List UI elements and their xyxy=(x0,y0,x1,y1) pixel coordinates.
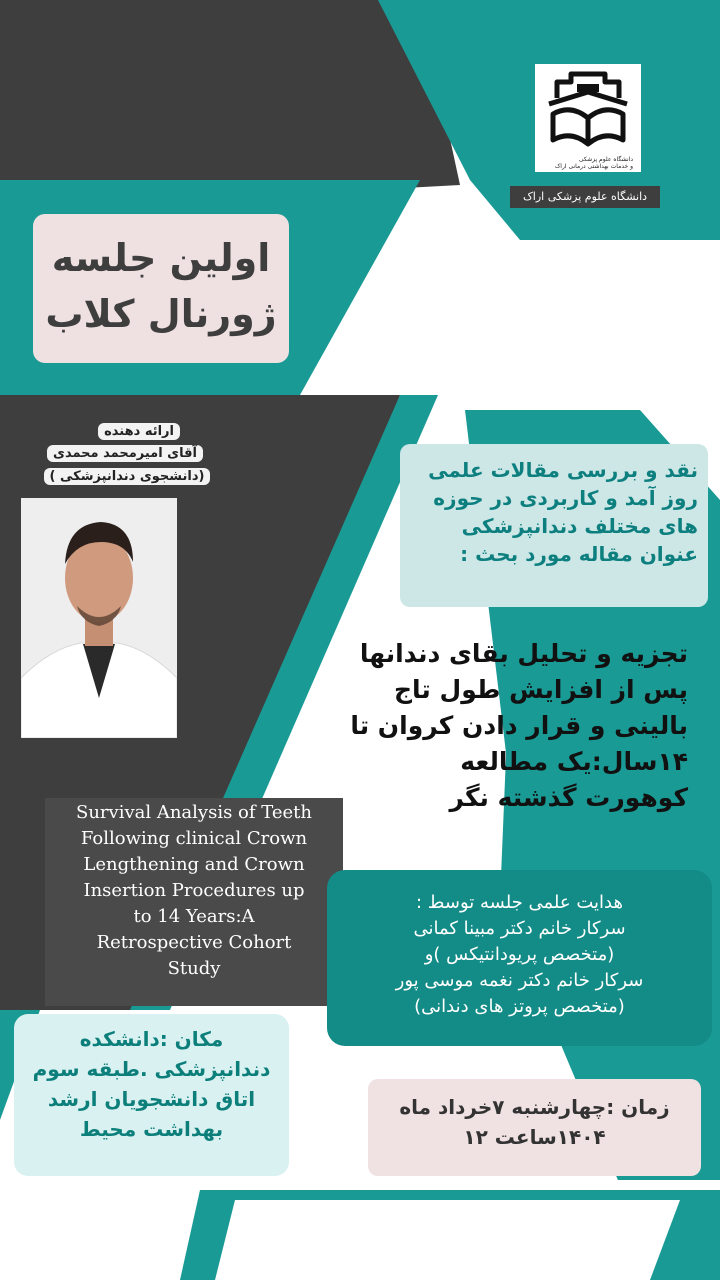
event-title-line2: ژورنال کلاب xyxy=(45,292,277,336)
topic-line: نقد و بررسی مقالات علمی xyxy=(428,458,698,482)
hosts-line: (متخصص پریودانتیکس )و xyxy=(424,944,615,965)
article-title-fa-line: کوهورت گذشته نگر xyxy=(449,783,688,812)
article-title-en-line: Study xyxy=(167,958,221,979)
topic-line: های مختلف دندانپزشکی xyxy=(461,514,698,538)
topic-line: روز آمد و کاربردی در حوزه xyxy=(433,486,698,510)
time-box xyxy=(368,1079,701,1176)
hosts-line: سرکار خانم دکتر مبینا کمانی xyxy=(413,918,626,939)
article-title-fa-line: تجزیه و تحلیل بقای دندانها xyxy=(359,639,688,668)
hosts-line: سرکار خانم دکتر نغمه موسی پور xyxy=(395,970,644,991)
presenter-portrait-icon xyxy=(21,498,177,738)
event-title xyxy=(33,214,289,363)
place-line: مکان :دانشکده xyxy=(79,1027,224,1051)
event-title-line1: اولین جلسه xyxy=(51,236,271,280)
hosts-line: (متخصص پروتز های دندانی) xyxy=(414,996,625,1017)
university-logo-icon xyxy=(535,64,641,154)
article-title-fa xyxy=(346,636,688,816)
article-title-en-line: Insertion Procedures up xyxy=(83,880,305,901)
presenter-role: (دانشجوی دندانپزشکی ) xyxy=(44,468,211,485)
place-line: دندانپزشکی .طبقه سوم xyxy=(32,1057,271,1081)
university-name: دانشگاه علوم پزشکی اراک xyxy=(510,186,660,208)
article-title-en-line: Retrospective Cohort xyxy=(96,932,292,953)
presenter-label: ارائه دهنده xyxy=(98,423,180,440)
place-line: اتاق دانشجویان ارشد xyxy=(47,1087,256,1111)
presenter-name-wrap xyxy=(40,446,210,461)
place-box xyxy=(14,1014,289,1176)
place-line: بهداشت محیط xyxy=(79,1117,224,1141)
article-title-en-line: to 14 Years:A xyxy=(133,906,255,927)
presenter-label-wrap xyxy=(100,424,180,439)
article-title-fa-line: بالینی و قرار دادن کروان تا xyxy=(350,711,688,740)
time-line2: ۱۴۰۴ساعت ۱۲ xyxy=(463,1125,606,1149)
article-title-en-line: Lengthening and Crown xyxy=(83,854,305,875)
presenter-role-wrap xyxy=(24,469,230,484)
article-title-fa-line: ۱۴سال:یک مطالعه xyxy=(460,747,688,776)
logo-caption-line2: و خدمات بهداشتی درمانی اراک xyxy=(554,163,633,170)
article-title-en-line: Following clinical Crown xyxy=(80,828,308,849)
article-title-fa-line: پس از افزایش طول تاج xyxy=(394,675,688,704)
hosts-box xyxy=(327,870,712,1046)
university-logo xyxy=(535,64,641,172)
topic-box xyxy=(400,444,708,607)
logo-caption-line1: دانشگاه علوم پزشکی xyxy=(578,156,633,163)
topic-line: عنوان مقاله مورد بحث : xyxy=(460,542,698,566)
presenter-photo xyxy=(21,498,177,738)
presenter-name: آقای امیرمحمد محمدی xyxy=(47,445,203,462)
hosts-line: هدایت علمی جلسه توسط : xyxy=(416,892,623,913)
logo-caption xyxy=(543,156,633,170)
time-line1: زمان :چهارشنبه ۷خرداد ماه xyxy=(399,1095,670,1119)
article-title-en xyxy=(45,798,343,1006)
article-title-en-line: Survival Analysis of Teeth xyxy=(76,802,312,823)
